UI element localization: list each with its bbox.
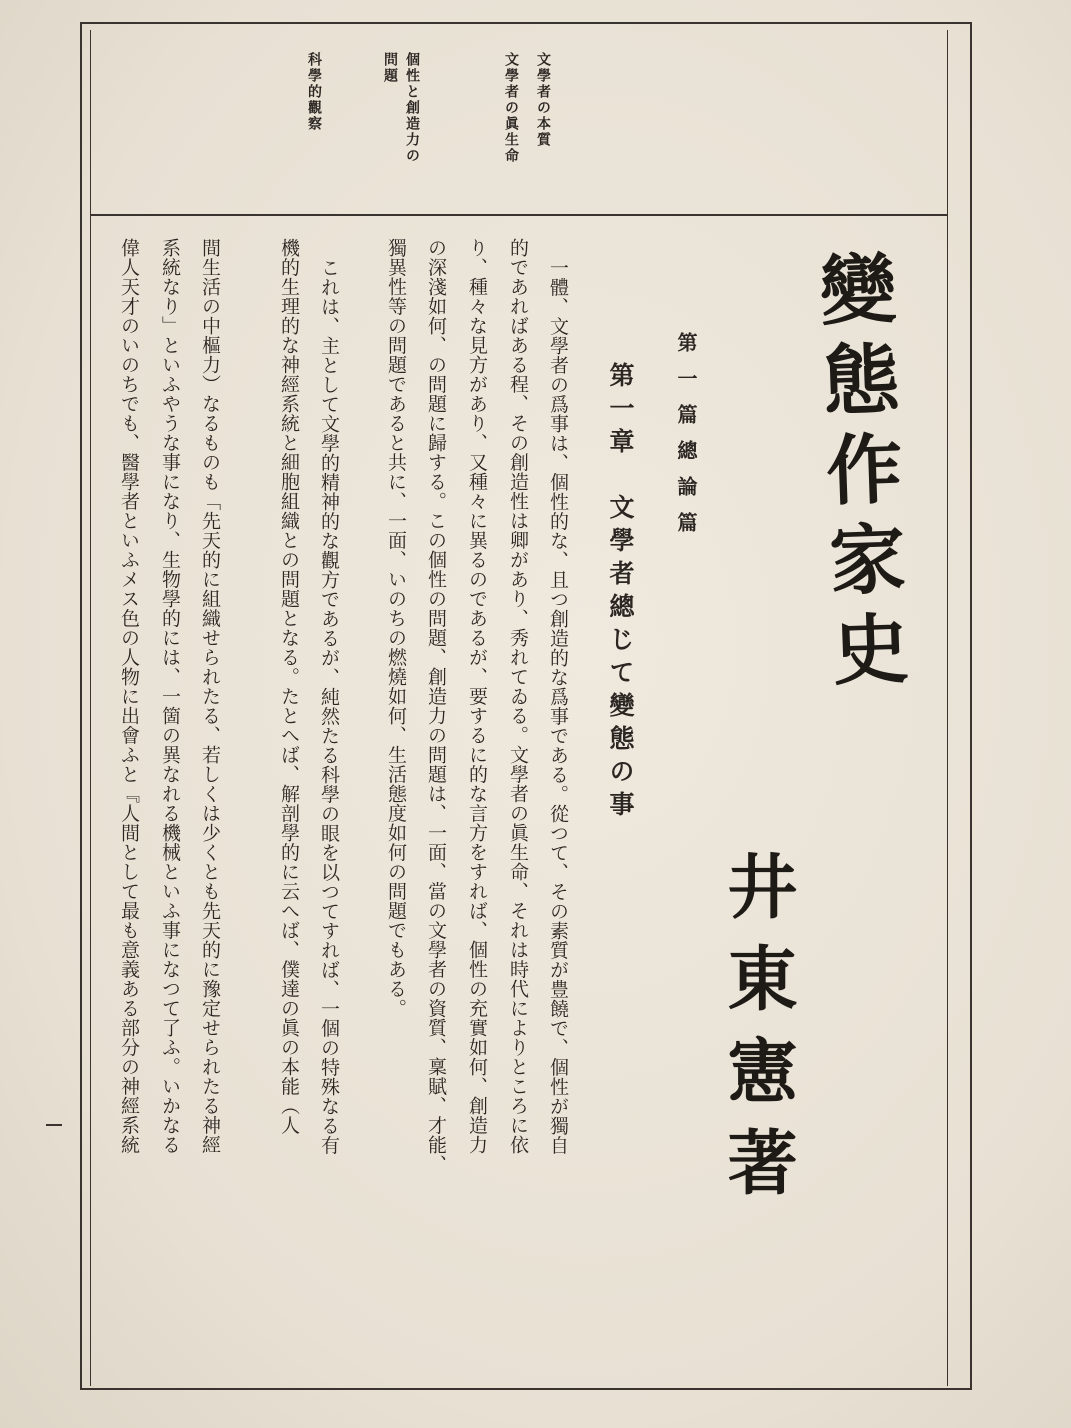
- margin-note-4: 問題: [382, 52, 398, 84]
- body-line-8: 間生活の中樞力）なるものも「先天的に組織せられたる、若しくは少くとも先天的に豫定せられたる神經: [199, 238, 221, 1155]
- author-calligraphy: 井東憲著: [716, 850, 798, 1218]
- edge-mark: [46, 1124, 62, 1126]
- title-calligraphy: 變態作家史: [806, 248, 911, 702]
- body-line-9: 系統なり」といふやうな事になり、生物學的には、一箇の異なれる機械といふ事になつて了ふ。いかなる: [159, 238, 181, 1155]
- part-heading: 第一篇總論篇: [674, 332, 698, 548]
- margin-note-1: 文學者の本質: [535, 52, 551, 148]
- body-line-1: 一體、文學者の爲事は、個性的な、且つ創造的な爲事である。從つて、その素質が豊饒で、個性が獨自: [547, 258, 569, 1155]
- margin-note-5: 科學的觀察: [306, 52, 322, 132]
- body-line-6: これは、主として文學的精神的な觀方であるが、純然たる科學の眼を以つてすれば、一個の特殊なる有: [318, 258, 340, 1155]
- body-line-10: 偉人天才のいのちでも、醫學者といふメス色の人物に出會ふと『人間として最も意義ある部分の神經系統: [118, 238, 140, 1155]
- margin-divider-line: [90, 214, 948, 216]
- body-line-2: 的であればある程、その創造性は卿があり、秀れてゐる。文學者の眞生命、それは時代によりところに依: [507, 238, 529, 1155]
- margin-note-2: 文學者の眞生命: [503, 52, 519, 164]
- body-line-3: り、種々な見方があり、又種々に異るのであるが、要するに的な言方をすれば、個性の充實如何、創造力: [466, 238, 488, 1155]
- body-line-5: 獨異性等の問題であると共に、一面、いのちの燃燒如何、生活態度如何の問題でもある。: [385, 238, 407, 1018]
- body-line-7: 機的生理的な神經系統と細胞組織との問題となる。たとへば、解剖學的に云へば、僕達の眞の本能（人: [278, 238, 300, 1135]
- chapter-heading: 第一章 文學者總じて變態の事: [606, 362, 635, 824]
- body-line-4: の深淺如何、の問題に歸する。この個性の問題、創造力の問題は、一面、當の文學者の資質、稟賦、才能、: [425, 238, 447, 1174]
- margin-note-3: 個性と創造力の: [404, 52, 420, 164]
